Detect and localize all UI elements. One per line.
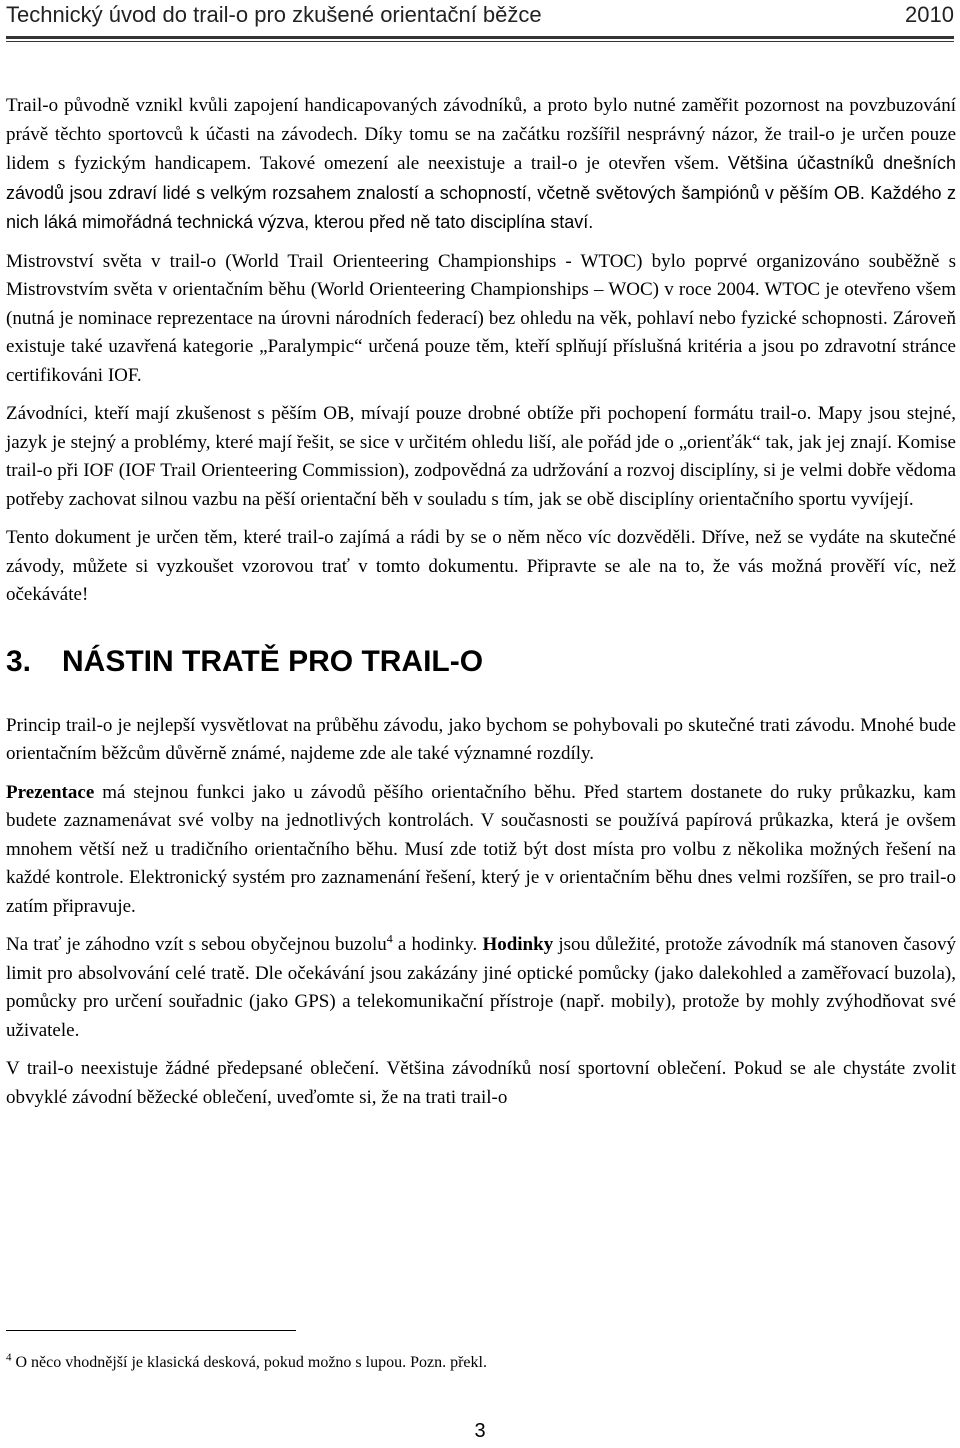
equipment-text-a: Na trať je záhodno vzít s sebou obyčejnou buzolu [6, 934, 387, 955]
paragraph-clothing: V trail-o neexistuje žádné předepsané oblečení. Většina závodníků nosí sportovní oblečení. Pokud se ale chystáte zvolit obvyklé závodní běžecké oblečení, uveďomte si, že na trati trail-o [6, 1058, 956, 1108]
paragraph-wtoc: Mistrovství světa v trail-o (World Trail Orienteering Championships - WTOC) bylo poprvé organizováno souběžně s Mistrovstvím světa v orientačním běhu (World Orienteering Championships – WOC) v roce 2004. WTOC je otevřeno všem (nutná je nominace reprezentace na úrovni národních federací) bez ohledu na věk, pohlaví nebo fyzické schopnosti. Zároveň existuje také uzavřená kategorie „Paralympic“ určená pouze těm, kteří splňují příslušná kritéria a jsou po zdravotní stránce certifikováni IOF. [6, 250, 956, 386]
paragraph-intro-sans: Většina účastníků dnešních závodů jsou zdraví lidé s velkým rozsahem znalostí a schopností, včetně světových šampiónů v pěším OB. Každého z nich láká mimořádná technická výzva, kterou před ně tato disciplína staví. [6, 153, 957, 232]
section-heading [6, 644, 956, 680]
equipment-text-c: jsou důležité, protože závodník má stanoven časový limit pro absolvování celé tratě. Dle očekávání jsou zakázány jiné optické pomůcky (jako dalekohled a zaměřovací buzola), pomůcky pro určení souřadnic (jako GPS) a telekomunikační přístroje (např. mobily), protože by mohly zvýhodňovat své uživatele. [6, 934, 956, 1041]
registration-term: Prezentace [6, 781, 95, 803]
paragraph-equipment [6, 931, 956, 1045]
paragraph-purpose: Tento dokument je určen těm, které trail-o zajímá a rádi by se o něm něco víc dozvěděli. Dříve, než se vydáte na skutečné závody, můžete si vyzkoušet vzorovou trať v tomto dokumentu. Připravte se ale na to, že vás možná prověří víc, než očekáváte! [6, 527, 956, 605]
document-body [6, 92, 956, 1122]
watch-term: Hodinky [482, 934, 554, 955]
footnote-mark: 4 [6, 1351, 12, 1364]
header-title: Technický úvod do trail-o pro zkušené orientační běžce [6, 2, 542, 27]
header-rule-thick [6, 36, 954, 39]
section-number: 3. [6, 644, 32, 678]
footnote-text: O něco vhodnější je klasická desková, pokud možno s lupou. Pozn. překl. [11, 1354, 487, 1371]
page-header [6, 2, 954, 32]
paragraph-principle: Princip trail-o je nejlepší vysvětlovat na průběhu závodu, jako bychom se pohybovali po skutečné trati závodu. Mnohé bude orientačním běžcům důvěrně známé, najdeme zde ale také významné rozdíly. [6, 714, 956, 764]
registration-text: má stejnou funkci jako u závodů pěšího orientačního běhu. Před startem dostanete do ruky průkazku, kam budete zaznamenávat své volby na jednotlivých kontrolách. V současnosti se používá papírová průkazka, která je ovšem mnohem větší než u tradičního orientačního běhu. Musí zde totiž být dost místa pro volbu z několika možných řešení na každé kontrole. Elektronický systém pro zaznamenání řešení, který je v orientačním běhu dnes velmi rozšířen, se pro trail-o zatím připravuje. [6, 781, 956, 917]
equipment-text-b: a hodinky. [392, 934, 483, 955]
paragraph-intro-serif: Trail-o původně vznikl kvůli zapojení handicapovaných závodníků, a proto bylo nutné zaměřit pozornost na povzbuzování právě těchto sportovců k účasti na závodech. Díky tomu se na začátku rozšířil nesprávný názor, že trail-o je určen pouze lidem s fyzickým handicapem. Takové omezení ale neexistuje a trail-o je otevřen všem. [6, 95, 956, 174]
footnote [6, 1352, 946, 1374]
footnote-rule [6, 1330, 296, 1331]
paragraph-experience: Závodníci, kteří mají zkušenost s pěším OB, mívají pouze drobné obtíže při pochopení formátu trail-o. Mapy jsou stejné, jazyk je stejný a problémy, které mají řešit, se sice v určitém ohledu liší, ale pořád jde o „orienťák“ tak, jak jej znají. Komise trail-o při IOF (IOF Trail Orienteering Commission), zodpovědná za udržování a rozvoj disciplíny, si je velmi dobře vědoma potřeby zachovat silnou vazbu na pěší orientační běh v souladu s tím, jak se obě disciplíny orientačního sportu vyvíjejí. [6, 403, 956, 510]
header-rule-thin [6, 41, 954, 42]
section-title: NÁSTIN TRATĚ PRO TRAIL-O [62, 644, 484, 678]
header-year: 2010 [905, 2, 954, 27]
page-number: 3 [474, 1420, 486, 1442]
footnote-reference: 4 [386, 931, 393, 946]
paragraph-registration [6, 779, 956, 922]
paragraph-intro [6, 92, 956, 238]
